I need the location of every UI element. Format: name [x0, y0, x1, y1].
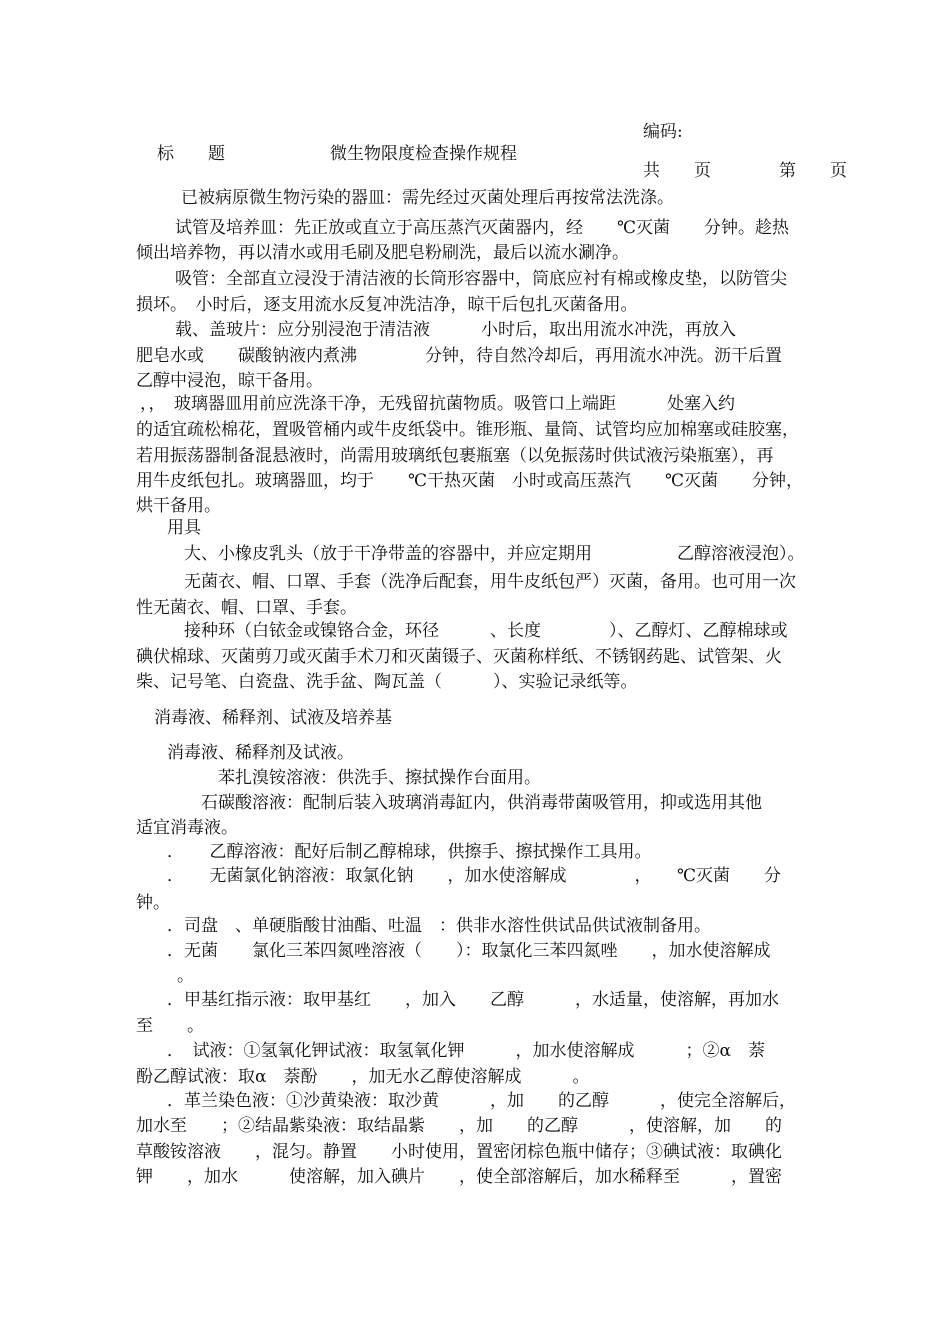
body-line: 用具 — [150, 518, 201, 538]
body-line: 载、盖玻片：应分别浸泡于清洁液 小时后，取出用流水冲洗，再放入 — [158, 320, 736, 340]
body-line: 草酸铵溶液 ，混匀。静置 小时使用，置密闭棕色瓶中储存；③碘试液：取碘化 — [136, 1142, 782, 1162]
section-heading: 消毒液、稀释剂、试液及培养基 — [154, 708, 392, 728]
body-line: 钟。 — [136, 893, 170, 913]
body-line: 吸管：全部直立浸没于清洁液的长筒形容器中，筒底应衬有棉或橡皮垫，以防管尖 — [158, 269, 787, 289]
body-line: 性无菌衣、帽、口罩、手套。 — [136, 598, 357, 618]
body-line: 肥皂水或 碳酸钠液内煮沸 分钟，待自然冷却后，再用流水冲洗。沥干后置 — [136, 346, 782, 366]
body-line: 倾出培养物，再以清水或用毛刷及肥皂粉刷洗，最后以流水涮净。 — [136, 243, 629, 263]
body-line: ． 乙醇溶液：配好后制乙醇棉球，供擦手、擦拭操作工具用。 — [150, 842, 652, 862]
body-line: ．无菌 氯化三苯四氮唑溶液（ ）：取氯化三苯四氮唑 ，加水使溶解成 — [150, 941, 771, 961]
body-line: 试管及培养皿：先正放或直立于高压蒸汽灭菌器内，经 ℃灭菌 分钟。趁热 — [158, 218, 790, 238]
body-line: 加水至 ；②结晶紫染液：取结晶紫 ，加 的乙醇 ，使溶解，加 的 — [136, 1116, 782, 1136]
section-subheading: 消毒液、稀释剂及试液。 — [150, 743, 354, 763]
body-line: 若用振荡器制备混悬液时，尚需用玻璃纸包裹瓶塞（以免振荡时供试液污染瓶塞），再 — [136, 446, 774, 466]
page-title: 微生物限度检查操作规程 — [330, 144, 517, 164]
body-line: 的适宜疏松棉花，置吸管桶内或牛皮纸袋中。锥形瓶、量筒、试管均应加棉塞或硅胶塞， — [136, 420, 799, 440]
body-line: 接种环（白铱金或镍铬合金，环径 、长度 ）、乙醇灯、乙醇棉球或 — [150, 621, 788, 641]
body-line: 用牛皮纸包扎。玻璃器皿，均于 ℃干热灭菌 小时或高压蒸汽 ℃灭菌 分钟， — [136, 471, 804, 491]
body-line: 至 。 — [136, 1016, 204, 1036]
header-code-label: 编码: — [643, 122, 683, 142]
body-line: ． 试液：①氢氧化钾试液：取氢氧化钾 ，加水使溶解成 ；②α 萘 — [150, 1041, 765, 1061]
body-line: 适宜消毒液。 — [136, 818, 238, 838]
body-line: ． 无菌氯化钠溶液：取氯化钠 ，加水使溶解成 ， ℃灭菌 分 — [150, 866, 782, 886]
body-line: 乙醇中浸泡，晾干备用。 — [136, 371, 323, 391]
body-line: ．司盘 、单硬脂酸甘油酯、吐温 ：供非水溶性供试品供试液制备用。 — [150, 916, 711, 936]
body-line: 钾 ，加水 使溶解，加入碘片 ，使全部溶解后，加水稀释至 ，置密 — [136, 1167, 782, 1187]
body-line: 酚乙醇试液：取α 萘酚 ，加无水乙醇使溶解成 。 — [136, 1067, 590, 1087]
body-line: 苯扎溴铵溶液：供洗手、擦拭操作台面用。 — [150, 768, 541, 788]
body-line: ．革兰染色液：①沙黄染液：取沙黄 ，加 的乙醇 ，使完全溶解后， — [150, 1091, 796, 1111]
body-line: 烘干备用。 — [136, 496, 221, 516]
body-line: ．甲基红指示液：取甲基红 ，加入 乙醇 ，水适量，使溶解，再加水 — [150, 990, 779, 1010]
body-line: 已被病原微生物污染的器皿：需先经过灭菌处理后再按常法洗涤。 — [164, 188, 674, 208]
body-line: 碘伏棉球、灭菌剪刀或灭菌手术刀和灭菌镊子、灭菌称样纸、不锈钢药匙、试管架、火 — [136, 647, 782, 667]
body-line: 大、小橡皮乳头（放于干净带盖的容器中，并应定期用 乙醇溶液浸泡）。 — [150, 544, 805, 564]
body-line: 无菌衣、帽、口罩、手套（洗净后配套，用牛皮纸包严）灭菌，备用。也可用一次 — [150, 572, 796, 592]
body-line: ，， 玻璃器皿用前应洗涤干净，无残留抗菌物质。吸管口上端距 处塞入约 — [140, 394, 735, 414]
body-line: 石碳酸溶液：配制后装入玻璃消毒缸内，供消毒带菌吸管用，抑或选用其他 — [150, 793, 762, 813]
body-line: 。 — [160, 966, 194, 986]
header-page-label: 第 页 — [779, 161, 847, 181]
body-line: 柴、记号笔、白瓷盘、洗手盆、陶瓦盖（ ）、实验记录纸等。 — [136, 672, 638, 692]
body-line: 损坏。 小时后，逐支用流水反复冲洗洁净，晾干后包扎灭菌备用。 — [136, 295, 638, 315]
header-total-pages-label: 共 页 — [643, 161, 711, 181]
header-title-label: 标 题 — [157, 144, 225, 164]
